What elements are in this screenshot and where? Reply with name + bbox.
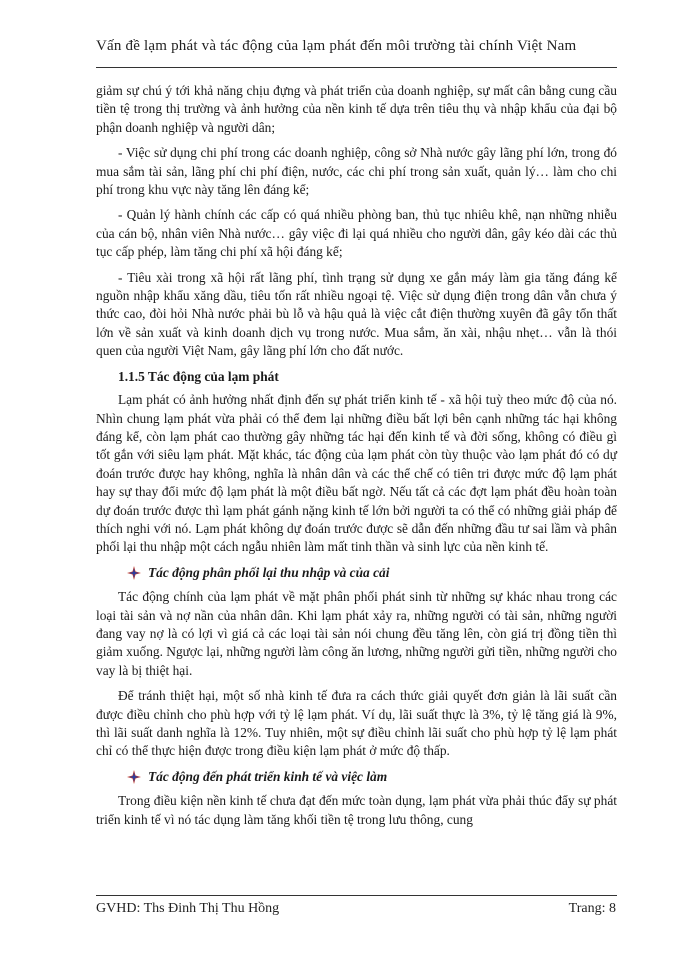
section-heading: 1.1.5 Tác động của lạm phát [118,368,279,384]
subheading-redistribution [96,564,617,582]
footer-page-number: Trang: 8 [568,901,616,916]
paragraph-cost-waste: - Việc sử dụng chi phí trong các doanh nghiệp, công sở Nhà nước gây lãng phí lớn, trong đó mua sắm tài sản, lãng phí chi phí điện, nước, các chi phí trong sản xuất, quản lý… làm cho chi phí trong khu vực này tăng lên đáng kể; [96,145,617,198]
paragraph-consumption: - Tiêu xài trong xã hội rất lãng phí, tình trạng sử dụng xe gắn máy làm gia tăng đáng kể nguồn nhập khẩu xăng dầu, tiêu tốn rất nhiều ngoại tệ. Việc sử dụng điện trong dân vẫn chưa ý thức cao, đòi hỏi Nhà nước phải bù lỗ và hậu quả là việc cắt điện thường xuyên đã gây tổn thất lớn về sản xuất và kinh doanh dịch vụ trong nước. Mua sắm, ăn xài, nhậu nhẹt… vẫn là thói quen của người Việt Nam, gây lãng phí lớn cho đất nước. [96,269,617,359]
paragraph-continuation: giảm sự chú ý tới khả năng chịu đựng và phát triển của doanh nghiệp, sự mất cân bằng cung cầu tiền tệ trong thị trường và ảnh hưởng của nền kinh tế dựa trên tiêu thụ và nhập khẩu của đại bộ phận doanh nghiệp và người dân; [96,83,617,135]
paragraph-redistribution: Tác động chính của lạm phát về mặt phân phối phát sinh từ những sự khác nhau trong các loại tài sản và nợ nần của nhân dân. Khi lạm phát xảy ra, những người có tài sản, những người đang vay nợ là có lợi vì giá cả các loại tài sản nói chung đều tăng lên, còn giá trị đồng tiền thì giảm xuống. Ngược lại, những người làm công ăn lương, những người gửi tiền, những người cho vay là bị thiệt hại. [96,589,617,678]
subheading-growth-employment-label: Tác động đến phát triển kinh tế và việc làm [148,768,388,784]
paragraph-growth: Trong điều kiện nền kinh tế chưa đạt đến mức toàn dụng, lạm phát vừa phải thúc đẩy sự phát triển kinh tế vì nó tác dụng làm tăng khối tiền tệ trong lưu thông, cung [96,793,617,827]
subheading-growth-employment [96,768,617,786]
header-divider [96,67,617,68]
footer-advisor: GVHD: Ths Đinh Thị Thu Hồng [96,901,280,916]
paragraph-administration: - Quản lý hành chính các cấp có quá nhiều phòng ban, thủ tục nhiêu khê, nạn những nhiễu của cán bộ, nhân viên Nhà nước… gây việc đi lại quá nhiều cho người dân, gây kéo dài các thủ tục cấp phép, làm tăng chi phí xã hội đáng kể; [96,207,617,260]
four-point-star-bullet-icon [126,565,142,581]
paragraph-interest-rate: Để tránh thiệt hại, một số nhà kinh tế đưa ra cách thức giải quyết đơn giản là lãi suất cần được điều chỉnh cho phù hợp với tỷ lệ lạm phát. Ví dụ, lãi suất thực là 3%, tỷ lệ tăng giá là 9%, thì lãi suất danh nghĩa là 12%. Tuy nhiên, một sự điều chỉnh lãi suất cho phù hợp tỷ lệ lạm phát chỉ có thể thực hiện được trong điều kiện lạm phát ở mức độ thấp. [96,688,617,759]
four-point-star-bullet-icon [126,769,142,785]
page-body [96,82,617,836]
page-header-title: Vấn đề lạm phát và tác động của lạm phát đến môi trường tài chính Việt Nam [96,38,577,54]
footer-divider [96,895,617,896]
paragraph-impact-intro: Lạm phát có ảnh hưởng nhất định đến sự phát triển kinh tế - xã hội tuỳ theo mức độ của nó. Nhìn chung lạm phát vừa phải có thể đem lại những điều bất lợi bên cạnh những tác hại không đáng kể, còn lạm phát cao thường gây những tác hại đến kinh tế và đời sống, không có điều gì tốt gắn với siêu lạm phát. Mặt khác, tác động của lạm phát còn tùy thuộc vào lạm phát đó có dự đoán trước được hay không, nghĩa là nhân dân và các thể chế có tiên tri được mức độ lạm phát hay sự thay đổi mức độ lạm phát là một điều bất ngờ. Nếu tất cả các đợt lạm phát đều hoàn toàn dự đoán trước được thì lạm phát gánh nặng kinh tế lớn bởi người ta có thể có những giải pháp để thích nghi với nó. Lạm phát không dự đoán trước được sẽ dẫn đến những đầu tư sai lầm và phân phối lại thu nhập một cách ngẫu nhiên làm mất tinh thần và sinh lực của nền kinh tế. [96,392,617,555]
subheading-redistribution-label: Tác động phân phối lại thu nhập và của cải [148,564,390,580]
